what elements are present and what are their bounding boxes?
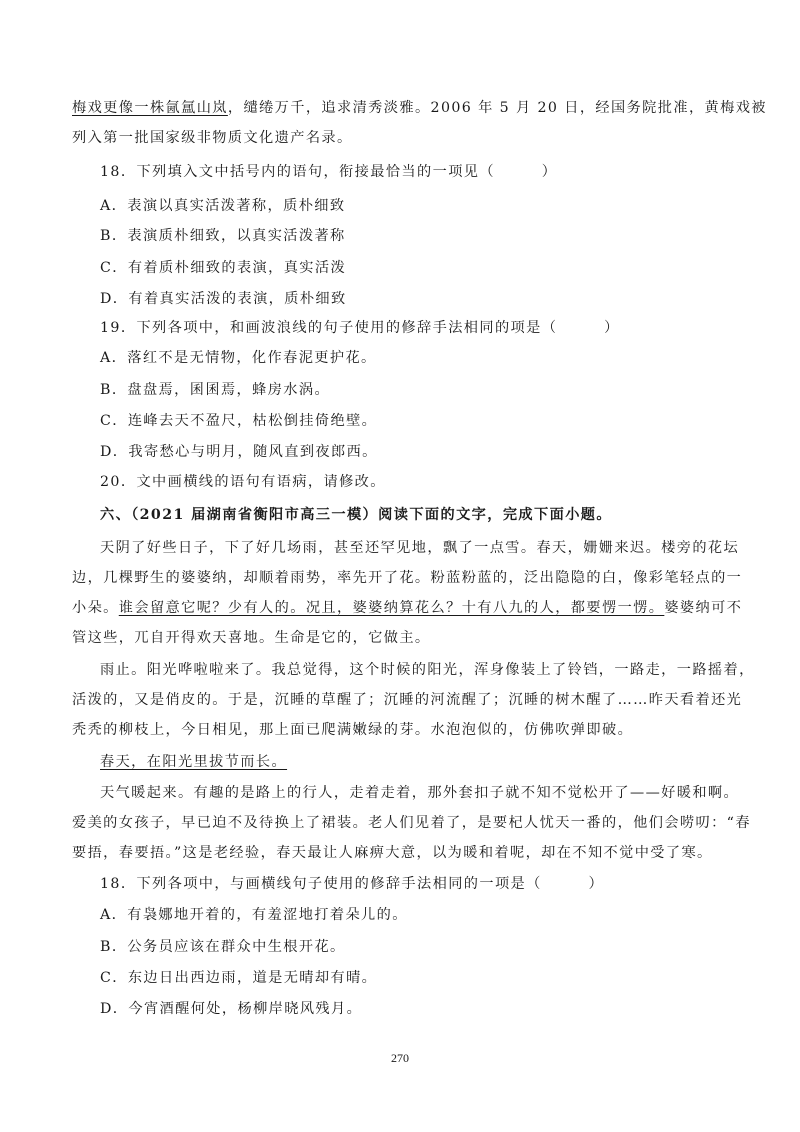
paragraph-1-line-4: 管这些，兀自开得欢天喜地。生命是它的，它做主。	[72, 630, 431, 646]
q18b-option-b: B．公务员应该在群众中生根开花。	[100, 939, 346, 955]
q19-option-d: D．我寄愁心与明月，随风直到夜郎西。	[100, 444, 378, 460]
q19-option-c: C．连峰去天不盈尺，枯松倒挂倚绝壁。	[100, 413, 378, 429]
underlined-sentence: 谁会留意它呢？少有人的。况且，婆婆纳算花么？十有八九的人，都要愣一愣。	[118, 600, 665, 616]
paragraph-2-line-3: 秃秃的柳枝上，今日相见，那上面已爬满嫩绿的芽。水泡泡似的，仿佛吹弹即破。	[72, 722, 634, 738]
question-18-second: 18．下列各项中，与画横线句子使用的修辞手法相同的一项是（ ）	[100, 876, 605, 892]
q18b-option-a: A．有袅娜地开着的，有羞涩地打着朵儿的。	[100, 907, 408, 923]
underlined-phrase: 梅戏更像一株氤氲山岚	[72, 100, 228, 116]
q18b-option-d: D．今宵酒醒何处，杨柳岸晓风残月。	[100, 1001, 363, 1017]
q18-option-b: B．表演质朴细致，以真实活泼著称	[100, 228, 346, 244]
text-segment: 小朵。	[72, 600, 119, 616]
text-segment: ，缱绻万千，追求清秀淡雅。2006 年 5 月 20 日，经国务院批准，黄梅戏被	[227, 100, 767, 116]
section-6-heading: 六、（2021 届湖南省衡阳市高三一模）阅读下面的文字，完成下面小题。	[100, 507, 612, 523]
page-number: 270	[391, 1051, 409, 1065]
question-20: 20．文中画横线的语句有语病，请修改。	[100, 474, 386, 490]
q19-option-b: B．盘盘焉，囷囷焉，蜂房水涡。	[100, 382, 331, 398]
q18-option-a: A．表演以真实活泼著称，质朴细致	[100, 198, 346, 214]
paragraph-3	[100, 752, 760, 772]
paragraph-2-line-1: 雨止。阳光哗啦啦来了。我总觉得，这个时候的阳光，浑身像装上了铃铛，一路走，一路摇着，	[100, 662, 755, 678]
question-18: 18．下列填入文中括号内的语句，衔接最恰当的一项见（ ）	[100, 164, 558, 180]
paragraph-4-line-2: 爱美的女孩子，早已迫不及待换上了裙装。老人们见着了，是要杞人忧天一番的，他们会唠叨：“春	[72, 815, 751, 831]
paragraph-4-line-3: 要捂，春要捂。”这是老经验，春天最让人麻痹大意，以为暖和着呢，却在不知不觉中受了寒。	[72, 845, 713, 861]
underlined-sentence: 春天，在阳光里拔节而长。	[100, 754, 288, 770]
q18-option-d: D．有着真实活泼的表演，质朴细致	[100, 291, 347, 307]
paragraph-2-line-2: 活泼的，又是俏皮的。于是，沉睡的草醒了；沉睡的河流醒了；沉睡的树木醒了……昨天看着还光	[72, 692, 743, 708]
q18b-option-c: C．东边日出西边雨，道是无晴却有晴。	[100, 970, 378, 986]
passage-continuation-line-1	[72, 98, 767, 118]
paragraph-1-line-1: 天阴了好些日子，下了好几场雨，甚至还罕见地，飘了一点雪。春天，姗姗来迟。楼旁的花坛	[100, 540, 740, 556]
question-19: 19．下列各项中，和画波浪线的句子使用的修辞手法相同的项是（ ）	[100, 320, 620, 336]
passage-continuation-line-2: 列入第一批国家级非物质文化遗产名录。	[72, 130, 353, 146]
q19-option-a: A．落红不是无情物，化作春泥更护花。	[100, 350, 377, 366]
paragraph-4-line-1: 天气暖起来。有趣的是路上的行人，走着走着，那外套扣子就不知不觉松开了——好暖和啊。	[100, 785, 740, 801]
text-segment: 婆婆纳可不	[664, 600, 743, 616]
paragraph-1-line-3	[72, 598, 743, 618]
q18-option-c: C．有着质朴细致的表演，真实活泼	[100, 260, 347, 276]
paragraph-1-line-2: 边，几棵野生的婆婆纳，却顺着雨势，率先开了花。粉蓝粉蓝的，泛出隐隐的白，像彩笔轻点的一	[72, 570, 743, 586]
